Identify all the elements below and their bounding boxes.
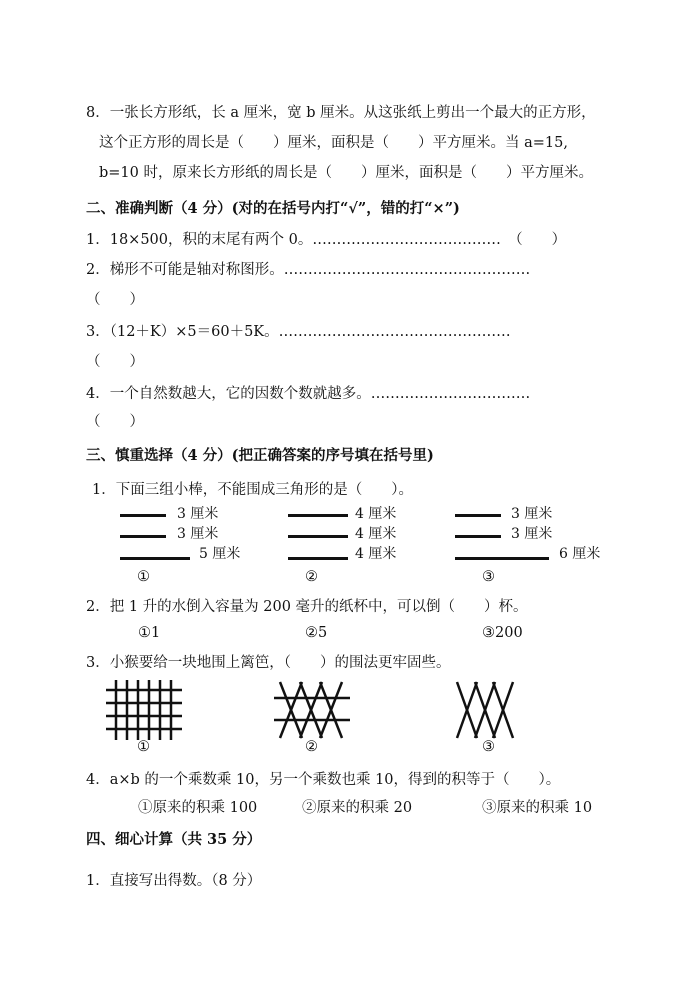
stick-g3-3 xyxy=(455,557,549,560)
choice-q2-option-1: ①1 xyxy=(138,625,161,641)
stick-g2-3 xyxy=(288,557,348,560)
fence-grid-figure xyxy=(106,680,182,740)
stick-label-g1-2: 3 厘米 xyxy=(177,526,219,542)
stick-option-2: ② xyxy=(305,569,318,585)
stick-g3-1 xyxy=(455,514,501,517)
stick-label-g1-3: 5 厘米 xyxy=(199,546,241,562)
judge-item-4-paren: （ ） xyxy=(86,414,144,430)
choice-q2-text: 2．把 1 升的水倒入容量为 200 毫升的纸杯中，可以倒（ ）杯。 xyxy=(86,599,528,615)
stick-g1-3 xyxy=(120,557,190,560)
stick-label-g3-2: 3 厘米 xyxy=(511,526,553,542)
stick-label-g2-2: 4 厘米 xyxy=(355,526,397,542)
fence-option-3: ③ xyxy=(482,739,495,755)
stick-label-g3-3: 6 厘米 xyxy=(559,546,601,562)
q8-line-3: b=10 时，原来长方形纸的周长是（ ）厘米，面积是（ ）平方厘米。 xyxy=(99,165,593,181)
section-3-heading: 三、慎重选择（4 分）(把正确答案的序号填在括号里) xyxy=(86,447,434,464)
stick-g2-2 xyxy=(288,535,348,538)
choice-q2-option-2: ②5 xyxy=(305,625,328,641)
q8-line-2: 这个正方形的周长是（ ）厘米，面积是（ ）平方厘米。当 a=15, xyxy=(99,135,568,151)
judge-item-3: 3．（12＋K）×5＝60＋5K。………………………………………… xyxy=(86,324,511,340)
stick-g1-1 xyxy=(120,514,166,517)
choice-q2-option-3: ③200 xyxy=(482,625,523,641)
judge-item-2-paren: （ ） xyxy=(86,292,144,308)
stick-label-g1-1: 3 厘米 xyxy=(177,506,219,522)
q8-line-1: 8．一张长方形纸，长 a 厘米，宽 b 厘米。从这张纸上剪出一个最大的正方形， xyxy=(86,105,596,121)
judge-item-4: 4．一个自然数越大，它的因数个数就越多。…………………………… xyxy=(86,386,531,402)
stick-label-g2-3: 4 厘米 xyxy=(355,546,397,562)
fence-option-1: ① xyxy=(137,739,150,755)
choice-q4-option-1: ①原来的积乘 100 xyxy=(138,800,258,816)
choice-q3-text: 3．小猴要给一块地围上篱笆，（ ）的围法更牢固些。 xyxy=(86,655,451,671)
stick-label-g2-1: 4 厘米 xyxy=(355,506,397,522)
judge-item-3-paren: （ ） xyxy=(86,354,144,370)
fence-cross-figure xyxy=(455,680,517,740)
stick-g2-1 xyxy=(288,514,348,517)
stick-label-g3-1: 3 厘米 xyxy=(511,506,553,522)
fence-option-2: ② xyxy=(305,739,318,755)
section-4-heading: 四、细心计算（共 35 分） xyxy=(86,831,262,848)
choice-q1-text: 1．下面三组小棒，不能围成三角形的是（ ）。 xyxy=(92,482,413,498)
judge-item-2: 2．梯形不可能是轴对称图形。…………………………………………… xyxy=(86,262,531,278)
choice-q4-option-2: ②原来的积乘 20 xyxy=(302,800,413,816)
section-2-heading: 二、准确判断（4 分）(对的在括号内打“√”，错的打“×”) xyxy=(86,200,460,217)
choice-q4-text: 4．a×b 的一个乘数乘 10，另一个乘数也乘 10，得到的积等于（ ）。 xyxy=(86,772,561,788)
stick-g1-2 xyxy=(120,535,166,538)
stick-g3-2 xyxy=(455,535,501,538)
choice-q4-option-3: ③原来的积乘 10 xyxy=(482,800,593,816)
fence-cross-rail-figure xyxy=(274,680,350,740)
stick-option-1: ① xyxy=(137,569,150,585)
judge-item-1: 1．18×500，积的末尾有两个 0。………………………………… （ ） xyxy=(86,232,567,248)
stick-option-3: ③ xyxy=(482,569,495,585)
calc-q1-text: 1．直接写出得数。（8 分） xyxy=(86,873,262,889)
